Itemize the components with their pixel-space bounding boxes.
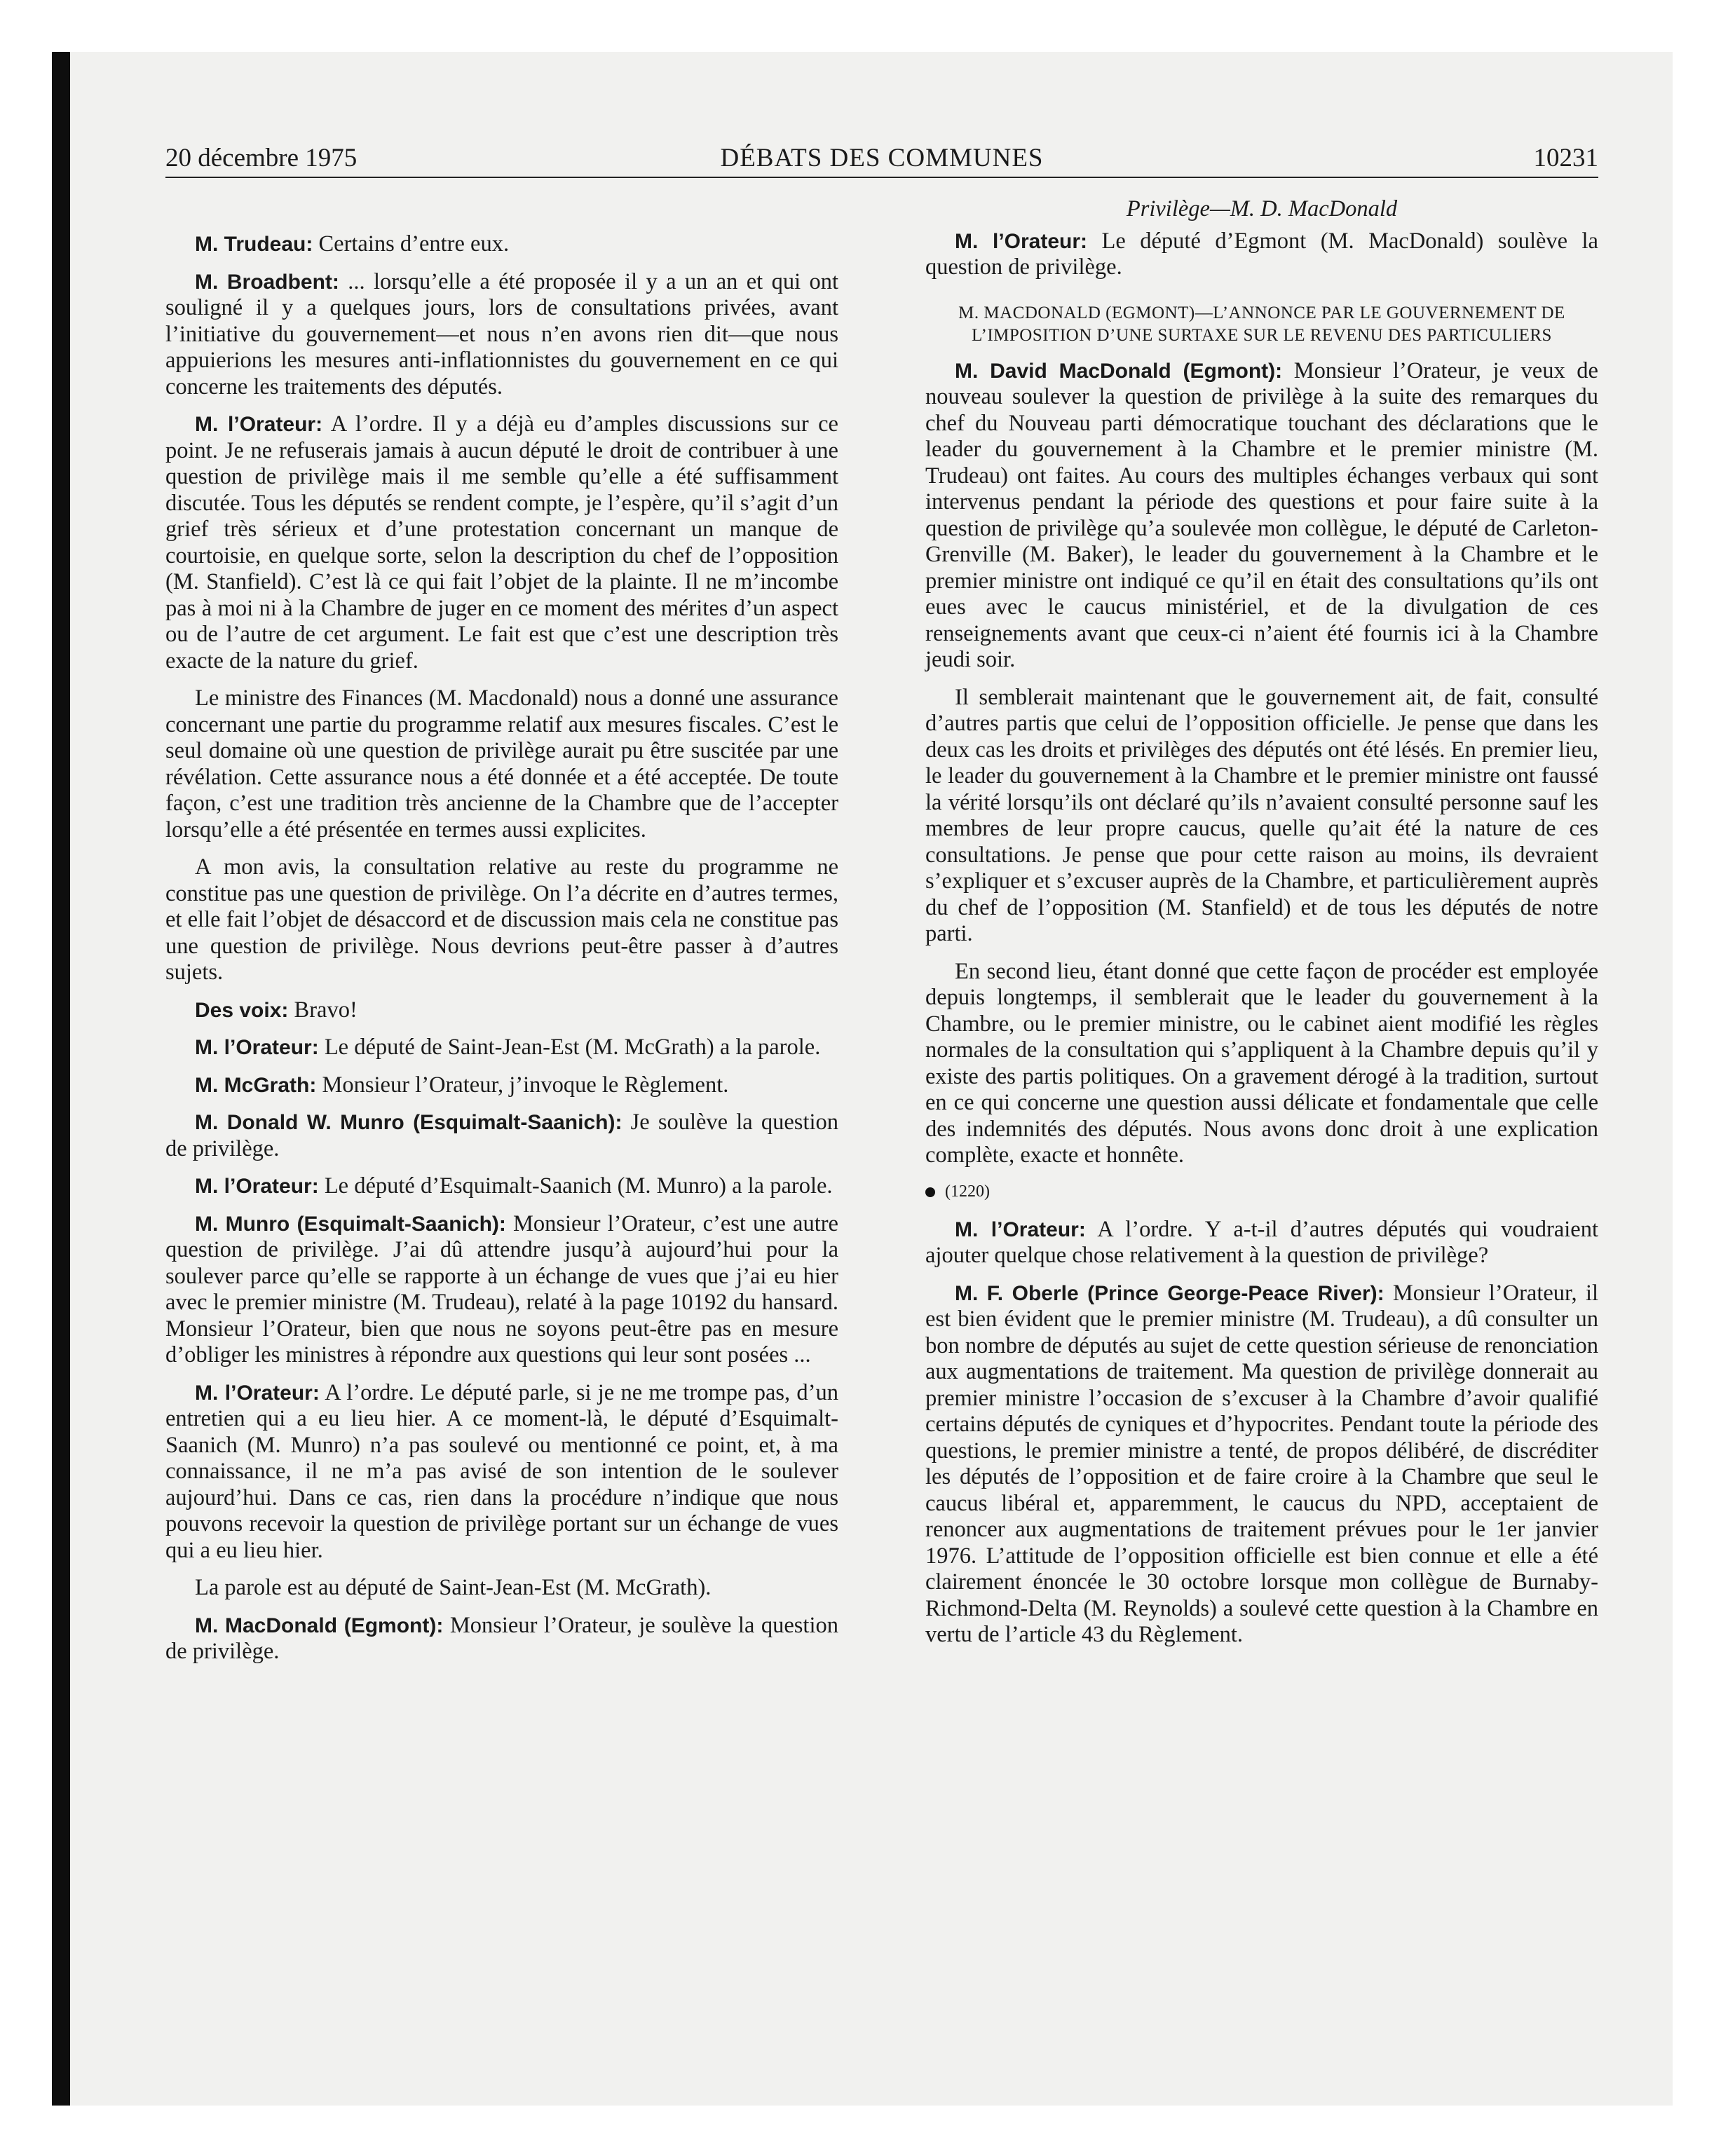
paragraph xyxy=(165,1211,838,1369)
speaker: M. Broadbent: xyxy=(195,270,339,294)
paragraph xyxy=(165,685,838,843)
section-heading: M. MACDONALD (EGMONT)—L’ANNONCE PAR LE GOUVERNEMENT DE L’IMPOSITION D’UNE SURTAXE SUR LE REVENU DES PARTICULIERS xyxy=(958,303,1565,345)
header-page-number: 10231 xyxy=(1533,144,1598,172)
paragraph xyxy=(165,411,838,674)
speech-text: Monsieur l’Orateur, c’est une autre question de privilège. J’ai dû attendre jusqu’à aujourd’hui pour la soulever parce qu’elle se rapporte à un échange de vues que j’ai eu hier avec le premier ministre (M. Trudeau), relaté à la page 10192 du hansard. Monsieur l’Orateur, bien que nous ne soyons peut-être pas en mesure d’obliger les ministres à répondre aux questions qui leur sont posées ... xyxy=(165,1210,838,1367)
speaker: M. McGrath: xyxy=(195,1073,317,1097)
paragraph xyxy=(925,358,1598,674)
speech-text: Monsieur l’Orateur, j’invoque le Règlement. xyxy=(316,1072,729,1098)
paragraph xyxy=(165,1110,838,1162)
speech-text: Il semblerait maintenant que le gouvernement ait, de fait, consulté d’autres partis que celui de l’opposition officielle. Je pense que dans les deux cas les droits et privilèges des députés ont été lésés. En premier lieu, le leader du gouvernement à la Chambre et le premier ministre ont faussé la vérité lorsqu’ils ont déclaré qu’ils n’avaient consulté personne sauf les membres de leur propre caucus, quelle qu’ait été la nature de ces consultations. Je pense que pour cette raison au moins, ils devraient s’expliquer et s’excuser auprès de la Chambre, et particulièrement auprès du chef de l’opposition (M. Stanfield) et de tous les députés de notre parti. xyxy=(925,684,1598,946)
speaker: M. l’Orateur: xyxy=(955,1217,1086,1241)
speaker: M. David MacDonald (Egmont): xyxy=(955,359,1283,383)
paragraph xyxy=(165,997,838,1024)
header-rule xyxy=(165,177,1598,178)
speech-text: A l’ordre. Il y a déjà eu d’amples discussions sur ce point. Je ne refuserais jamais à aucun député le droit de contribuer à une question de privilège mais il me semble qu’elle a été suffisamment discutée. Tous les députés se rendent compte, je l’espère, qu’il s’agit d’un grief très sérieux et d’une protestation concernant un manque de courtoisie, en quelque sorte, selon la description du chef de l’opposition (M. Stanfield). C’est là ce qui fait l’objet de la plainte. Il ne m’incombe pas à moi ni à la Chambre de juger en ce moment des mérites d’un aspect ou de l’autre de cet argument. Le fait est que c’est une description très exacte de la nature du grief. xyxy=(165,411,838,674)
speaker: M. l’Orateur: xyxy=(195,1036,319,1059)
paragraph xyxy=(925,1217,1598,1269)
speech-text: Monsieur l’Orateur, je veux de nouveau soulever la question de privilège à la suite des remarques du chef du Nouveau parti démocratique touchant des déclarations que le leader du gouvernement à la Chambre et le premier ministre (M. Trudeau) ont faites. Au cours des multiples échanges verbaux qui sont intervenus pendant la période des questions et pour faire suite à la question de privilège qu’a soulevée mon collègue, le député de Carleton-Grenville (M. Baker), le leader du gouvernement à la Chambre et le premier ministre ont indiqué ce qu’il en était des consultations qu’ils ont eues avec le caucus ministériel, et de la divulgation de ces renseignements avant que ceux-ci n’aient été fournis ici à la Chambre jeudi soir. xyxy=(925,357,1598,672)
paragraph xyxy=(165,231,838,258)
paragraph xyxy=(165,854,838,986)
paragraph xyxy=(165,1575,838,1602)
speech-text: Monsieur l’Orateur, il est bien évident que le premier ministre (M. Trudeau), a dû consulter un bon nombre de députés au sujet de cette question sérieuse de renonciation aux augmentations de traitement. Ma question de privilège donnerait au premier ministre l’occasion de s’excuser à la Chambre d’avoir qualifié certains députés de cyniques et d’hypocrites. Pendant toute la période des questions, le premier ministre a tenté, de propos délibéré, de discréditer les députés de l’opposition et de faire croire à la Chambre que seul le caucus libéral et, apparemment, le caucus du NPD, acceptaient de renoncer aux augmentations de traitement prévues pour le 1er janvier 1976. L’attitude de l’opposition officielle est bien connue et elle a été clairement énoncée le 30 octobre lorsque mon collègue de Burnaby-Richmond-Delta (M. Reynolds) a soulevé cette question à la Chambre en vertu de l’article 43 du Règlement. xyxy=(925,1280,1598,1647)
header-date: 20 décembre 1975 xyxy=(165,144,358,172)
speech-group-b xyxy=(925,1217,1598,1649)
speech-text: La parole est au député de Saint-Jean-Est (M. McGrath). xyxy=(195,1575,712,1600)
speech-text: Le député de Saint-Jean-Est (M. McGrath) a la parole. xyxy=(318,1035,821,1060)
speech-text: A l’ordre. Le député parle, si je ne me trompe pas, d’un entretien qui a eu lieu hier. A ce moment-là, le député d’Esquimalt-Saanich (M. Munro) n’a pas soulevé ou mentionné ce point, et, à ma connaissance, il ne m’a pas avisé de son intention de le soulever aujourd’hui. Dans ce cas, rien dans la procédure n’indique que nous pouvons recevoir la question de privilège portant sur un échange de vues qui a eu lieu hier. xyxy=(165,1379,838,1563)
paragraph xyxy=(925,228,1598,281)
binding-edge xyxy=(52,52,70,2106)
speech-text: A l’ordre. Y a-t-il d’autres députés qui voudraient ajouter quelque chose relativement à la question de privilège? xyxy=(925,1216,1598,1268)
speaker: M. Donald W. Munro (Esquimalt-Saanich): xyxy=(195,1111,622,1134)
speech-text: A mon avis, la consultation relative au reste du programme ne constitue pas une question de privilège. On l’a décrite en d’autres termes, et elle fait l’objet de désaccord et de discussion mais cela ne constitue pas une question de privilège. Nous devrions peut-être passer à d’autres sujets. xyxy=(165,854,838,985)
speaker: M. MacDonald (Egmont): xyxy=(195,1613,444,1637)
paragraph xyxy=(165,1380,838,1564)
speech-text: Le député d’Esquimalt-Saanich (M. Munro) a la parole. xyxy=(318,1173,833,1199)
speech-text: ... lorsqu’elle a été proposée il y a un an et qui ont souligné il y a quelques jours, lors de consultations privées, avant l’initiative du gouvernement—et nous n’en avons rien dit—que nous appuierions les mesures anti-inflationnistes du gouvernement en ce qui concerne les traitements des députés. xyxy=(165,268,838,400)
bullet-icon xyxy=(925,1187,935,1197)
time-marker-text: (1220) xyxy=(945,1182,990,1201)
speaker: M. l’Orateur: xyxy=(955,229,1088,253)
speech-text: Le député d’Egmont (M. MacDonald) soulève la question de privilège. xyxy=(925,228,1598,280)
speech-text: Je soulève la question de privilège. xyxy=(165,1110,838,1161)
paragraph xyxy=(165,1072,838,1099)
speech-text: En second lieu, étant donné que cette façon de procéder est employée depuis longtemps, il semblerait que le leader du gouvernement à la Chambre, ou le premier ministre, ou le cabinet aient modifié les règles normales de la consultation qui s’appliquent à la Chambre depuis qu’il y existe des partis politiques. On a gravement dérogé à la tradition, surtout en ce qui concerne une question aussi délicate et fondamentale que celle des indemnités des députés. Nous avons donc droit à une explication complète, exacte et honnête. xyxy=(925,958,1598,1168)
paragraph xyxy=(165,1613,838,1665)
paragraph xyxy=(165,269,838,401)
speaker: M. F. Oberle (Prince George-Peace River): xyxy=(955,1281,1384,1305)
paragraph xyxy=(925,959,1598,1169)
speaker: M. l’Orateur: xyxy=(195,1381,320,1405)
right-column xyxy=(925,196,1598,1660)
speech-text: Monsieur l’Orateur, je soulève la question de privilège. xyxy=(165,1612,838,1664)
speaker: M. l’Orateur: xyxy=(195,1175,319,1198)
speaker: Des voix: xyxy=(195,998,289,1022)
speaker: M. Trudeau: xyxy=(195,233,313,256)
paragraph xyxy=(925,1281,1598,1649)
speech-text: Certains d’entre eux. xyxy=(313,231,510,257)
speech-text: Le ministre des Finances (M. Macdonald) nous a donné une assurance concernant une partie du programme relatif aux mesures fiscales. C’est le seul domaine où une question de privilège aurait pu être suscitée par une révélation. Cette assurance nous a été donnée et a été acceptée. De toute façon, c’est une tradition très ancienne de la Chambre que de l’accepter lorsqu’elle a été présentée en termes aussi explicites. xyxy=(165,685,838,842)
paragraph xyxy=(165,1035,838,1061)
header-title: DÉBATS DES COMMUNES xyxy=(720,144,1044,172)
speech-group-a xyxy=(925,358,1598,1169)
paragraph xyxy=(165,1173,838,1200)
running-head: Privilège—M. D. MacDonald xyxy=(1126,196,1398,221)
speaker: M. l’Orateur: xyxy=(195,413,323,436)
paragraph xyxy=(925,685,1598,948)
page-header xyxy=(165,140,1598,177)
speaker: M. Munro (Esquimalt-Saanich): xyxy=(195,1212,506,1236)
left-column xyxy=(165,231,838,1677)
time-marker xyxy=(925,1180,1598,1203)
speech-text: Bravo! xyxy=(288,997,358,1023)
